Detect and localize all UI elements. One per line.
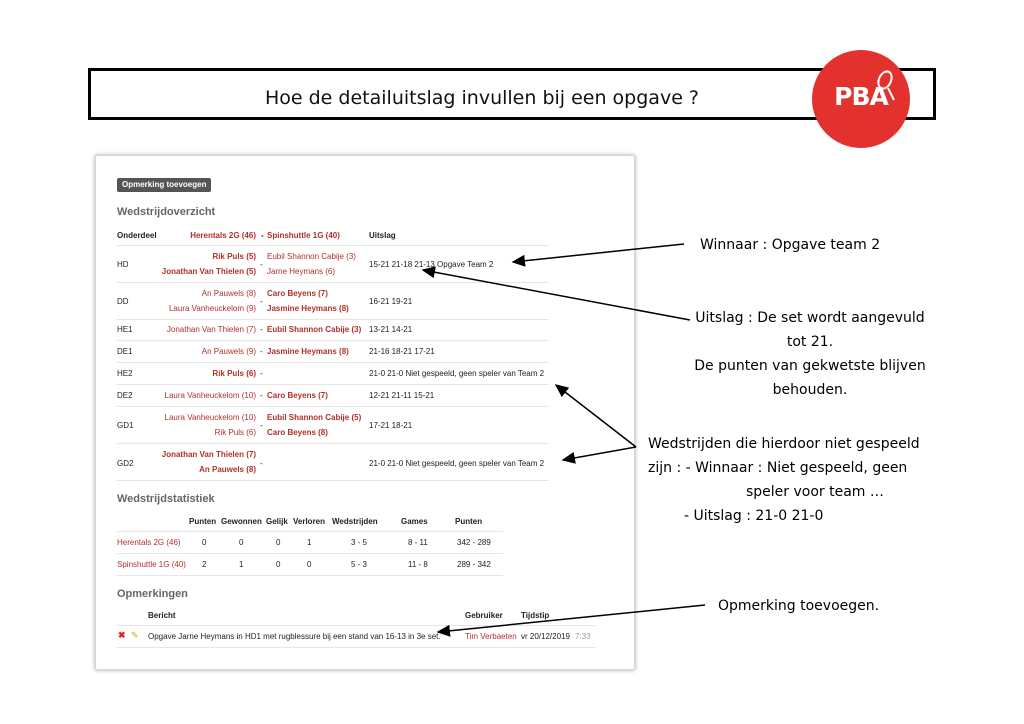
stats-value: 0 (307, 560, 312, 569)
overview-title: Wedstrijdoverzicht (117, 206, 216, 218)
match-code: DE2 (117, 391, 133, 400)
stats-value: 0 (202, 538, 207, 547)
remark-text: Opgave Jarne Heymans in HD1 met rugblessure bij een stand van 16-13 in 3e set. (148, 632, 441, 641)
stats-value: 0 (276, 560, 281, 569)
arrow-notplayed-he2 (556, 385, 636, 447)
annotation-notplayed-line: speler voor team … (746, 484, 884, 500)
match-result: 21-0 21-0 Niet gespeeld, geen speler van Team 2 (369, 369, 545, 378)
annotation-notplayed-line: - Uitslag : 21-0 21-0 (684, 508, 824, 524)
remark-user-link[interactable]: Tim Verbaeten (465, 632, 517, 641)
player-link[interactable]: Caro Beyens (7) (267, 391, 328, 400)
player-link[interactable]: Jonathan Van Thielen (5) (161, 267, 256, 276)
remarks-title: Opmerkingen (117, 588, 188, 600)
match-result: 12-21 21-11 15-21 (369, 391, 435, 400)
stats-value: 3 - 5 (351, 538, 368, 547)
player-link[interactable]: Jonathan Van Thielen (7) (161, 450, 256, 459)
player-link[interactable]: Jarne Heymans (6) (267, 267, 336, 276)
remarks-header: Tijdstip (521, 611, 550, 620)
stats-value: 11 - 8 (408, 560, 428, 569)
col-team2[interactable]: Spinshuttle 1G (40) (267, 231, 340, 240)
col-onderdeel: Onderdeel (117, 231, 157, 240)
stats-value: 289 - 342 (457, 560, 491, 569)
player-link[interactable]: An Pauwels (8) (201, 289, 256, 298)
match-code: HE1 (117, 325, 133, 334)
match-sep: - (260, 369, 263, 378)
stats-value: 1 (307, 538, 312, 547)
match-sep: - (260, 421, 263, 430)
match-sep: - (260, 347, 263, 356)
col-team1[interactable]: Herentals 2G (46) (190, 231, 256, 240)
stats-value: 5 - 3 (351, 560, 368, 569)
player-link[interactable]: An Pauwels (8) (199, 465, 256, 474)
annotation-notplayed-line: Wedstrijden die hierdoor niet gespeeld (648, 436, 920, 452)
match-code: DE1 (117, 347, 133, 356)
player-link[interactable]: Rik Puls (6) (212, 369, 256, 378)
player-link[interactable]: Eubil Shannon Cabije (5) (267, 413, 362, 422)
match-result: 21-16 18-21 17-21 (369, 347, 435, 356)
match-sep: - (260, 325, 263, 334)
edit-icon[interactable]: ✎ (131, 630, 139, 640)
stats-header: Gelijk (266, 517, 288, 526)
match-code: GD2 (117, 459, 134, 468)
match-result: 17-21 18-21 (369, 421, 413, 430)
arrow-uitslag (423, 270, 690, 320)
stats-header: Punten (189, 517, 217, 526)
annotation-uitslag-line: Uitslag : De set wordt aangevuld (695, 310, 925, 326)
arrow-remark (438, 605, 705, 632)
stats-team-link[interactable]: Spinshuttle 1G (40) (117, 560, 186, 569)
player-link[interactable]: Rik Puls (5) (212, 252, 256, 261)
stats-value: 8 - 11 (408, 538, 428, 547)
stats-value: 1 (239, 560, 244, 569)
page-title: Hoe de detailuitslag invullen bij een opgave ? (264, 87, 700, 109)
player-link[interactable]: Laura Vanheuckelom (10) (164, 413, 256, 422)
col-uitslag: Uitslag (369, 231, 396, 240)
annotation-remark: Opmerking toevoegen. (718, 598, 880, 614)
player-link[interactable]: Eubil Shannon Cabije (3) (267, 325, 362, 334)
stats-header: Punten (455, 517, 483, 526)
stats-header: Games (401, 517, 428, 526)
remark-date: vr 20/12/2019 (521, 632, 570, 641)
stats-header: Wedstrijden (332, 517, 378, 526)
player-link[interactable]: Jonathan Van Thielen (7) (166, 325, 256, 334)
player-link[interactable]: Eubil Shannon Cabije (3) (267, 252, 356, 261)
annotation-uitslag-line: tot 21. (786, 334, 834, 350)
match-result: 13-21 14-21 (369, 325, 413, 334)
player-link[interactable]: Jasmine Heymans (8) (267, 304, 349, 313)
stats-value: 0 (239, 538, 244, 547)
match-code: GD1 (117, 421, 134, 430)
player-link[interactable]: Rik Puls (6) (214, 428, 256, 437)
annotation-uitslag-line: behouden. (772, 382, 848, 398)
match-result: 21-0 21-0 Niet gespeeld, geen speler van Team 2 (369, 459, 545, 468)
stats-value: 0 (276, 538, 281, 547)
match-sep: - (260, 391, 263, 400)
match-code: DD (117, 297, 129, 306)
remarks-header: Bericht (148, 611, 176, 620)
match-sep: - (260, 297, 263, 306)
player-link[interactable]: Laura Vanheuckelom (10) (164, 391, 256, 400)
arrow-winner (513, 244, 684, 262)
logo-text: PBA (834, 82, 888, 111)
stats-title: Wedstrijdstatistiek (117, 493, 215, 505)
remarks-header: Gebruiker (465, 611, 503, 620)
add-remark-button[interactable]: Opmerking toevoegen (117, 178, 211, 192)
match-code: HD (117, 260, 129, 269)
match-sep: - (260, 260, 263, 269)
stats-header: Verloren (293, 517, 326, 526)
stats-header: Gewonnen (221, 517, 262, 526)
player-link[interactable]: Caro Beyens (8) (267, 428, 328, 437)
player-link[interactable]: Caro Beyens (7) (267, 289, 328, 298)
stats-value: 342 - 289 (457, 538, 491, 547)
stats-team-link[interactable]: Herentals 2G (46) (117, 538, 181, 547)
match-sep: - (260, 459, 263, 468)
player-link[interactable]: An Pauwels (9) (201, 347, 256, 356)
arrow-notplayed-gd2 (563, 447, 636, 460)
delete-icon[interactable]: ✖ (118, 630, 126, 640)
match-result: 16-21 19-21 (369, 297, 413, 306)
annotation-winner: Winnaar : Opgave team 2 (700, 237, 881, 253)
annotation-notplayed-line: zijn : - Winnaar : Niet gespeeld, geen (648, 460, 908, 476)
player-link[interactable]: Jasmine Heymans (8) (267, 347, 349, 356)
stats-value: 2 (202, 560, 207, 569)
match-code: HE2 (117, 369, 133, 378)
annotation-uitslag-line: De punten van gekwetste blijven (694, 358, 926, 374)
match-result: 15-21 21-18 21-13 Opgave Team 2 (369, 260, 494, 269)
col-sep: - (261, 231, 264, 240)
remark-time: 7:33 (575, 632, 591, 641)
player-link[interactable]: Laura Vanheuckelom (9) (168, 304, 256, 313)
